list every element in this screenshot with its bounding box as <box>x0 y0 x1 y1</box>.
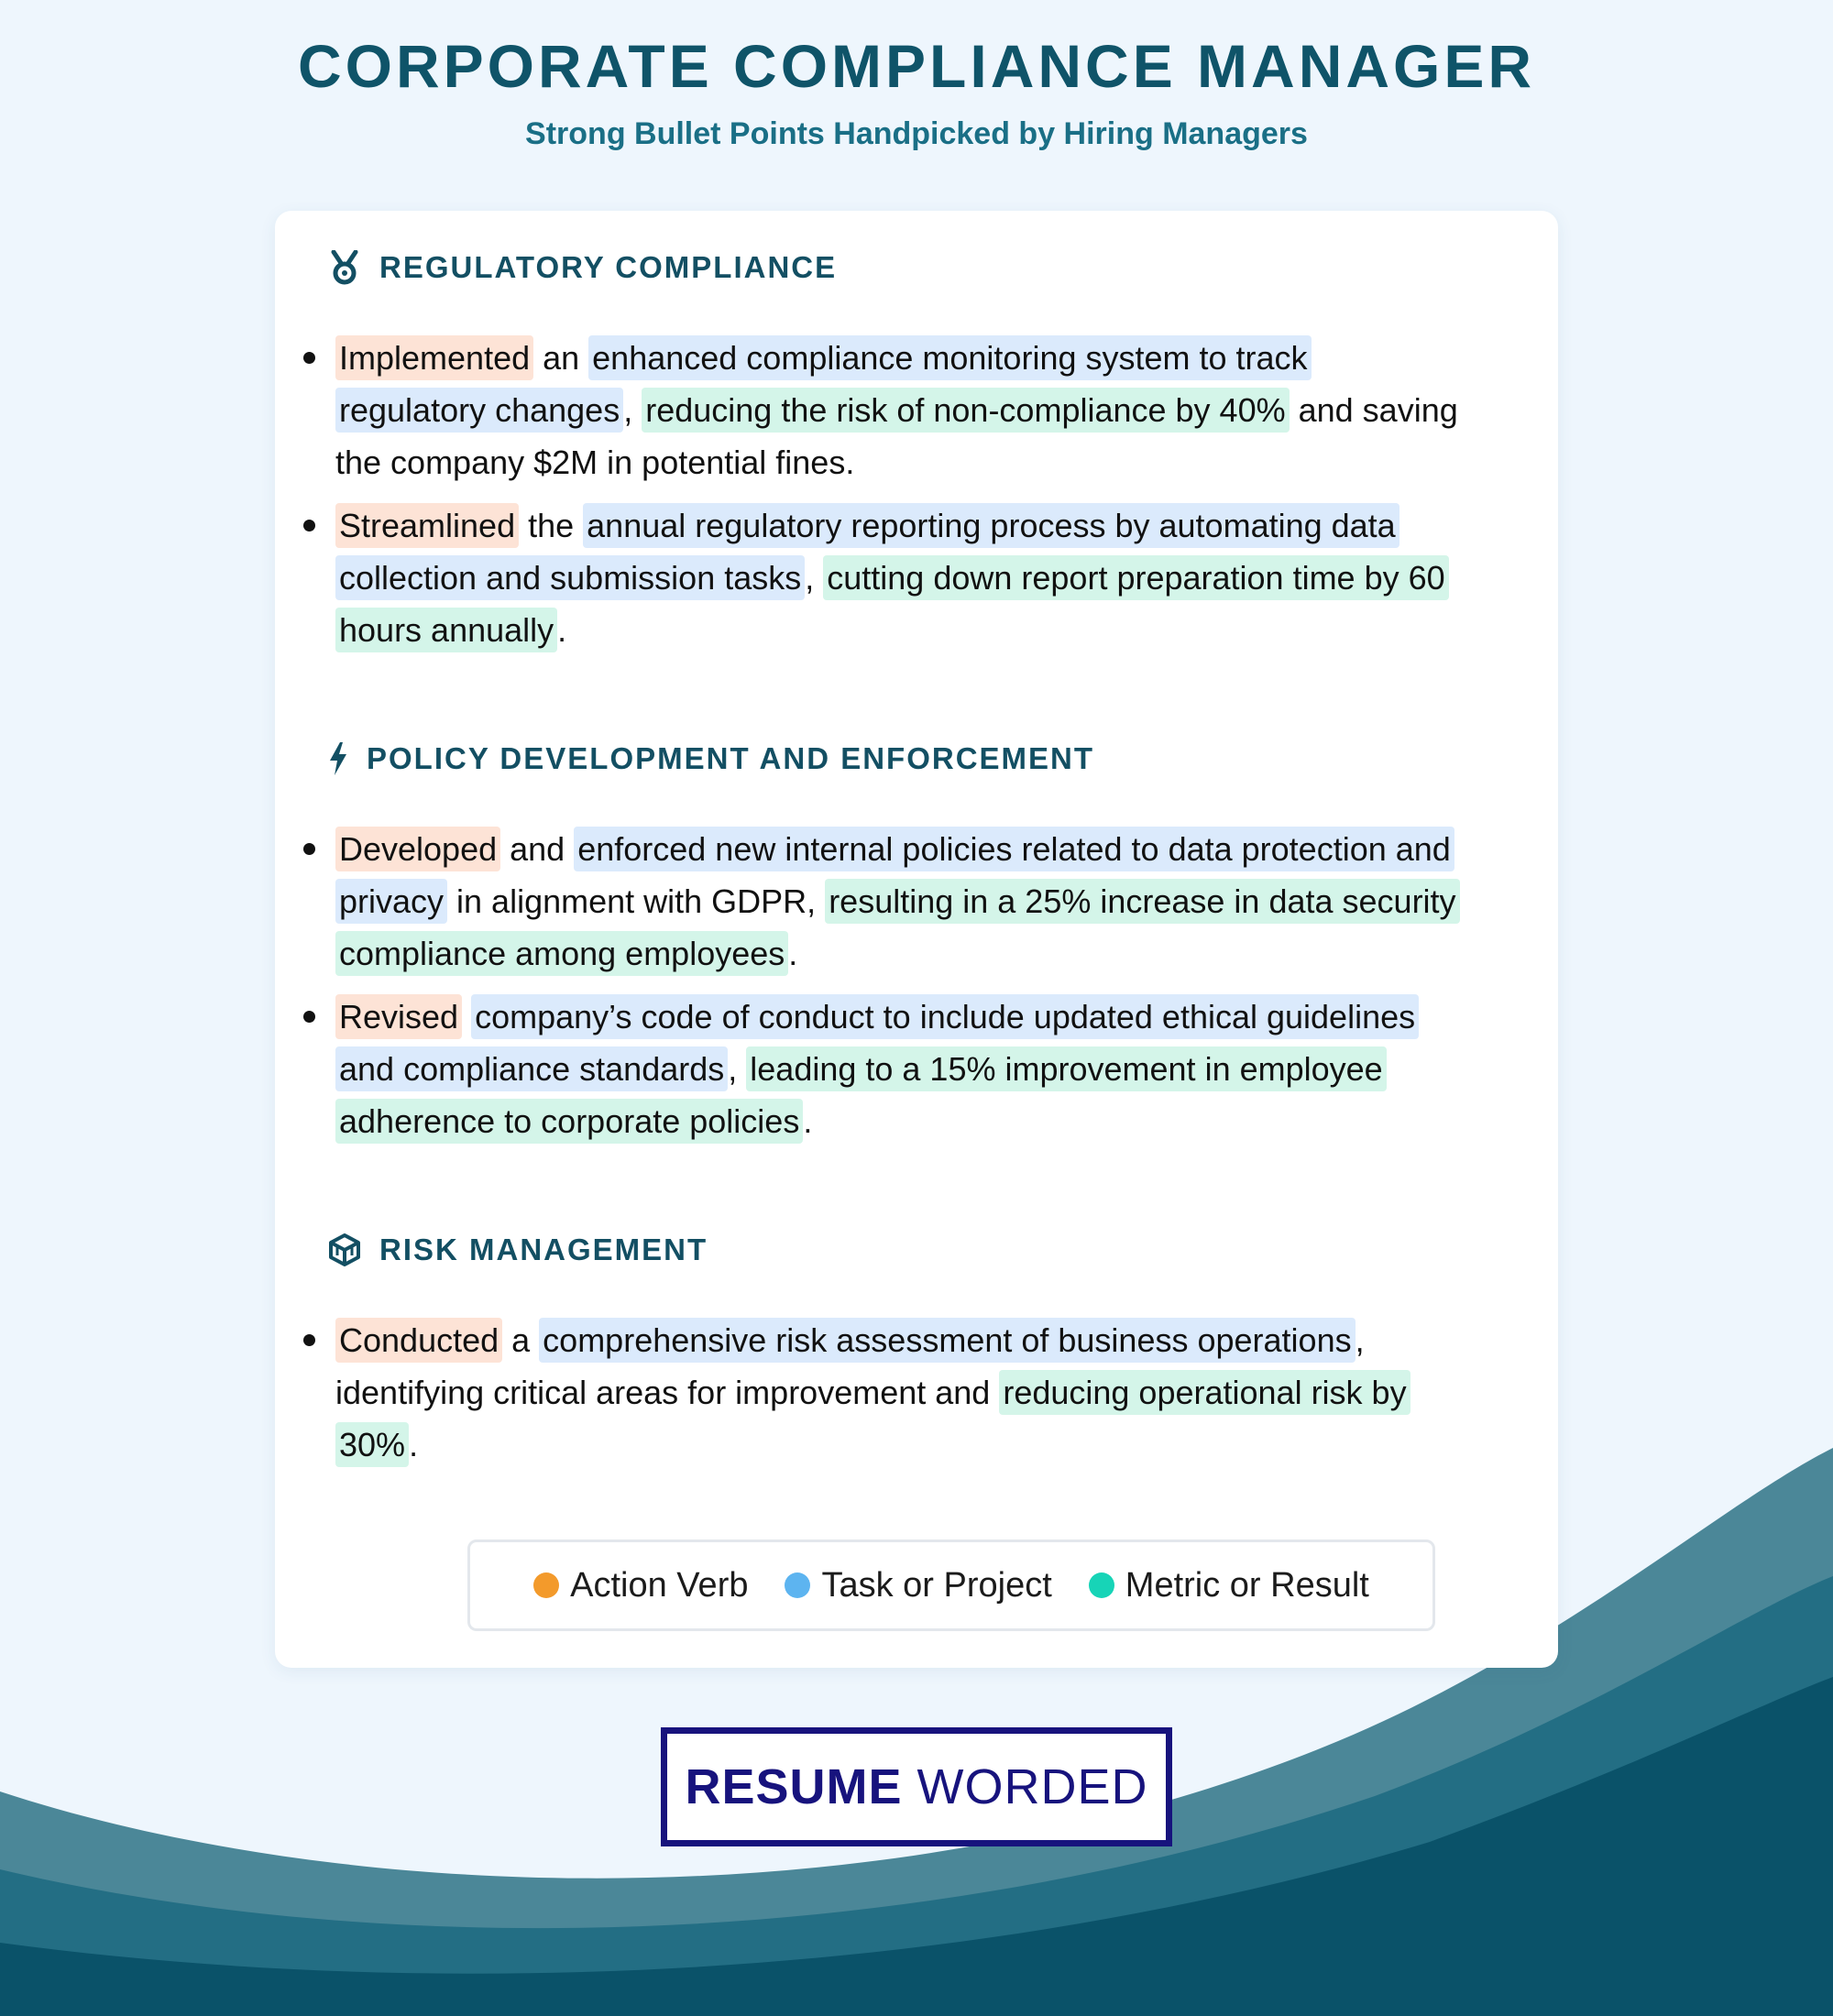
metric-highlight: cutting down report preparation time by 60 <box>823 555 1448 600</box>
task-highlight: company’s code of conduct to include updated ethical guidelines <box>471 994 1419 1039</box>
task-highlight: regulatory changes <box>335 388 623 433</box>
bullet-point <box>335 1314 1527 1471</box>
bullet-line <box>335 1314 1527 1366</box>
bullet-line <box>335 1043 1527 1095</box>
bullet-point <box>335 332 1527 488</box>
task-highlight: enforced new internal policies related to data protection and <box>574 827 1454 871</box>
metric-highlight: resulting in a 25% increase in data security <box>825 879 1459 924</box>
bullet-line <box>335 1366 1527 1419</box>
metric-highlight: leading to a 15% improvement in employee <box>746 1046 1386 1091</box>
plain-text: , <box>805 559 824 597</box>
plain-text: identifying critical areas for improvement and <box>335 1374 1000 1411</box>
action-verb-highlight: Revised <box>335 994 462 1039</box>
plain-text: an <box>533 339 589 377</box>
plain-text <box>462 998 471 1035</box>
page-subtitle: Strong Bullet Points Handpicked by Hiring Managers <box>525 116 1308 151</box>
legend-dot <box>785 1572 810 1598</box>
bullet-point <box>335 499 1527 656</box>
metric-highlight: adherence to corporate policies <box>335 1099 803 1144</box>
task-highlight: privacy <box>335 879 447 924</box>
plain-text: the company $2M in potential fines. <box>335 444 855 481</box>
bullet-marker <box>303 352 315 364</box>
bullet-marker <box>303 1011 315 1023</box>
bullet-marker <box>303 1334 315 1346</box>
task-highlight: comprehensive risk assessment of business operations <box>539 1318 1355 1363</box>
section-title: POLICY DEVELOPMENT AND ENFORCEMENT <box>367 741 1095 775</box>
bullet-line <box>335 991 1527 1043</box>
plain-text: , <box>1355 1321 1365 1359</box>
plain-text: and <box>500 830 575 868</box>
metric-highlight: reducing operational risk by <box>999 1370 1410 1415</box>
section-title: RISK MANAGEMENT <box>379 1233 708 1266</box>
bullet-point <box>335 991 1527 1147</box>
cube-icon <box>326 1232 363 1268</box>
section-header <box>326 247 837 288</box>
legend-dot <box>1089 1572 1114 1598</box>
bullet-line <box>335 927 1527 980</box>
legend-label: Task or Project <box>821 1565 1052 1605</box>
bullet-line <box>335 552 1527 604</box>
plain-text: , <box>728 1050 747 1088</box>
logo-text-bold: RESUME <box>685 1759 903 1814</box>
task-highlight: collection and submission tasks <box>335 555 805 600</box>
bullet-list <box>335 823 1527 1158</box>
logo-text-light: WORDED <box>916 1759 1148 1814</box>
legend-label: Action Verb <box>570 1565 749 1605</box>
action-verb-highlight: Conducted <box>335 1318 502 1363</box>
action-verb-highlight: Streamlined <box>335 503 519 548</box>
legend-label: Metric or Result <box>1125 1565 1369 1605</box>
bullet-point <box>335 823 1527 980</box>
bullet-line <box>335 384 1527 436</box>
lightning-icon <box>326 740 350 777</box>
plain-text: , <box>623 391 642 429</box>
plain-text: . <box>557 611 567 649</box>
bullet-line <box>335 604 1527 656</box>
bullet-line <box>335 823 1527 875</box>
bullet-list <box>335 1314 1527 1482</box>
metric-highlight: hours annually <box>335 608 557 652</box>
bullet-line <box>335 1419 1527 1471</box>
bullet-list <box>335 332 1527 667</box>
section-header <box>326 739 1094 779</box>
metric-highlight: reducing the risk of non-compliance by 40% <box>642 388 1289 433</box>
legend-dot <box>533 1572 559 1598</box>
bullet-marker <box>303 520 315 531</box>
section-header <box>326 1230 708 1270</box>
metric-highlight: compliance among employees <box>335 931 788 976</box>
task-highlight: and compliance standards <box>335 1046 728 1091</box>
legend-item-action <box>533 1566 748 1605</box>
plain-text: . <box>803 1102 813 1140</box>
bullet-line <box>335 332 1527 384</box>
plain-text: a <box>502 1321 540 1359</box>
bullet-line <box>335 436 1527 488</box>
plain-text: and saving <box>1289 391 1458 429</box>
plain-text: . <box>409 1426 419 1463</box>
bullet-marker <box>303 843 315 855</box>
plain-text: in alignment with GDPR, <box>447 882 826 920</box>
resume-worded-logo <box>661 1727 1172 1846</box>
action-verb-highlight: Developed <box>335 827 500 871</box>
task-highlight: annual regulatory reporting process by automating data <box>583 503 1399 548</box>
legend <box>467 1539 1435 1631</box>
plain-text: . <box>788 935 798 972</box>
bullet-line <box>335 875 1527 927</box>
action-verb-highlight: Implemented <box>335 335 533 380</box>
legend-item-metric <box>1089 1566 1369 1605</box>
bullet-line <box>335 1095 1527 1147</box>
section-title: REGULATORY COMPLIANCE <box>379 250 838 284</box>
bullet-line <box>335 499 1527 552</box>
medal-icon <box>326 249 363 286</box>
legend-item-task <box>785 1566 1051 1605</box>
task-highlight: enhanced compliance monitoring system to track <box>588 335 1311 380</box>
plain-text: the <box>519 507 584 544</box>
page-header <box>0 31 1833 152</box>
page-title: CORPORATE COMPLIANCE MANAGER <box>297 32 1536 100</box>
bullet-points-card <box>275 211 1558 1668</box>
metric-highlight: 30% <box>335 1422 409 1467</box>
